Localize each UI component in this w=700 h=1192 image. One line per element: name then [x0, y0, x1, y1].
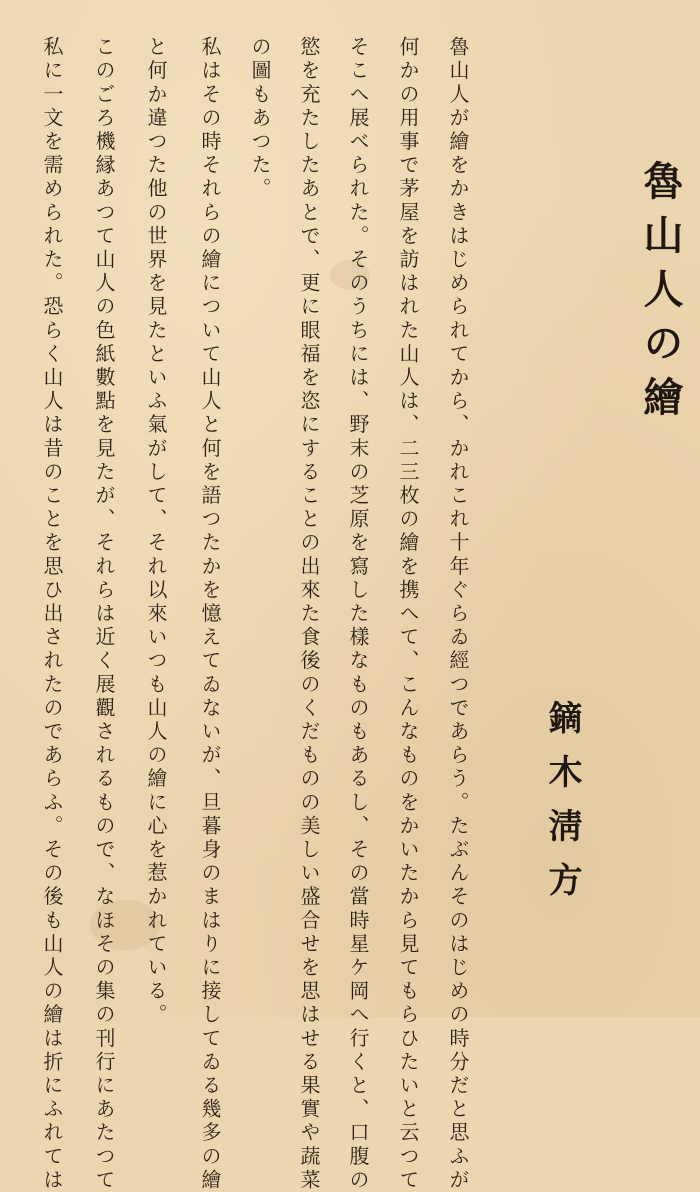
body-line-6: 私はその時それらの繪について山人と何を語つたかを憶えてゐないが、旦暮身のまはりに接してゐる幾多の繪 [198, 36, 222, 1192]
body-line-1: 魯山人が繪をかきはじめられてから、かれこれ十年ぐらゐ經つであらう。たぶんそのはじめの時分だと思ふが [446, 36, 470, 1192]
body-line-3: そこへ展べられた。そのうちには、野末の芝原を寫した樣なものもあるし、その當時星ケ岡へ行くと、口腹の [346, 36, 370, 1192]
body-line-8: このごろ機縁あつて山人の色紙數點を見たが、それらは近く展觀されるもので、なほその集の刊行にあたつて [92, 36, 116, 1192]
body-line-9: 私に一文を需められた。恐らく山人は昔のことを思ひ出されたのであらふ。その後も山人の繪は折にふれては [40, 36, 64, 1192]
body-line-7: と何か違つた他の世界を見たといふ氣がして、それ以來いつも山人の繪に心を惹かれている。 [144, 36, 168, 1028]
body-line-4: 慾を充たしたあとで、更に眼福を恣にすることの出來た食後のくだものの美しい盛合せを思はせる果實や蔬菜 [297, 36, 321, 1192]
body-line-2: 何かの用事で茅屋を訪はれた山人は、二三枚の繪を携へて、こんなものをかいたから見てもらひたいと云つて [396, 36, 420, 1192]
author-name: 鏑木淸方 [542, 700, 582, 916]
body-line-5: の圖もあつた。 [248, 36, 272, 202]
article-title: 魯山人の繪 [637, 160, 684, 430]
